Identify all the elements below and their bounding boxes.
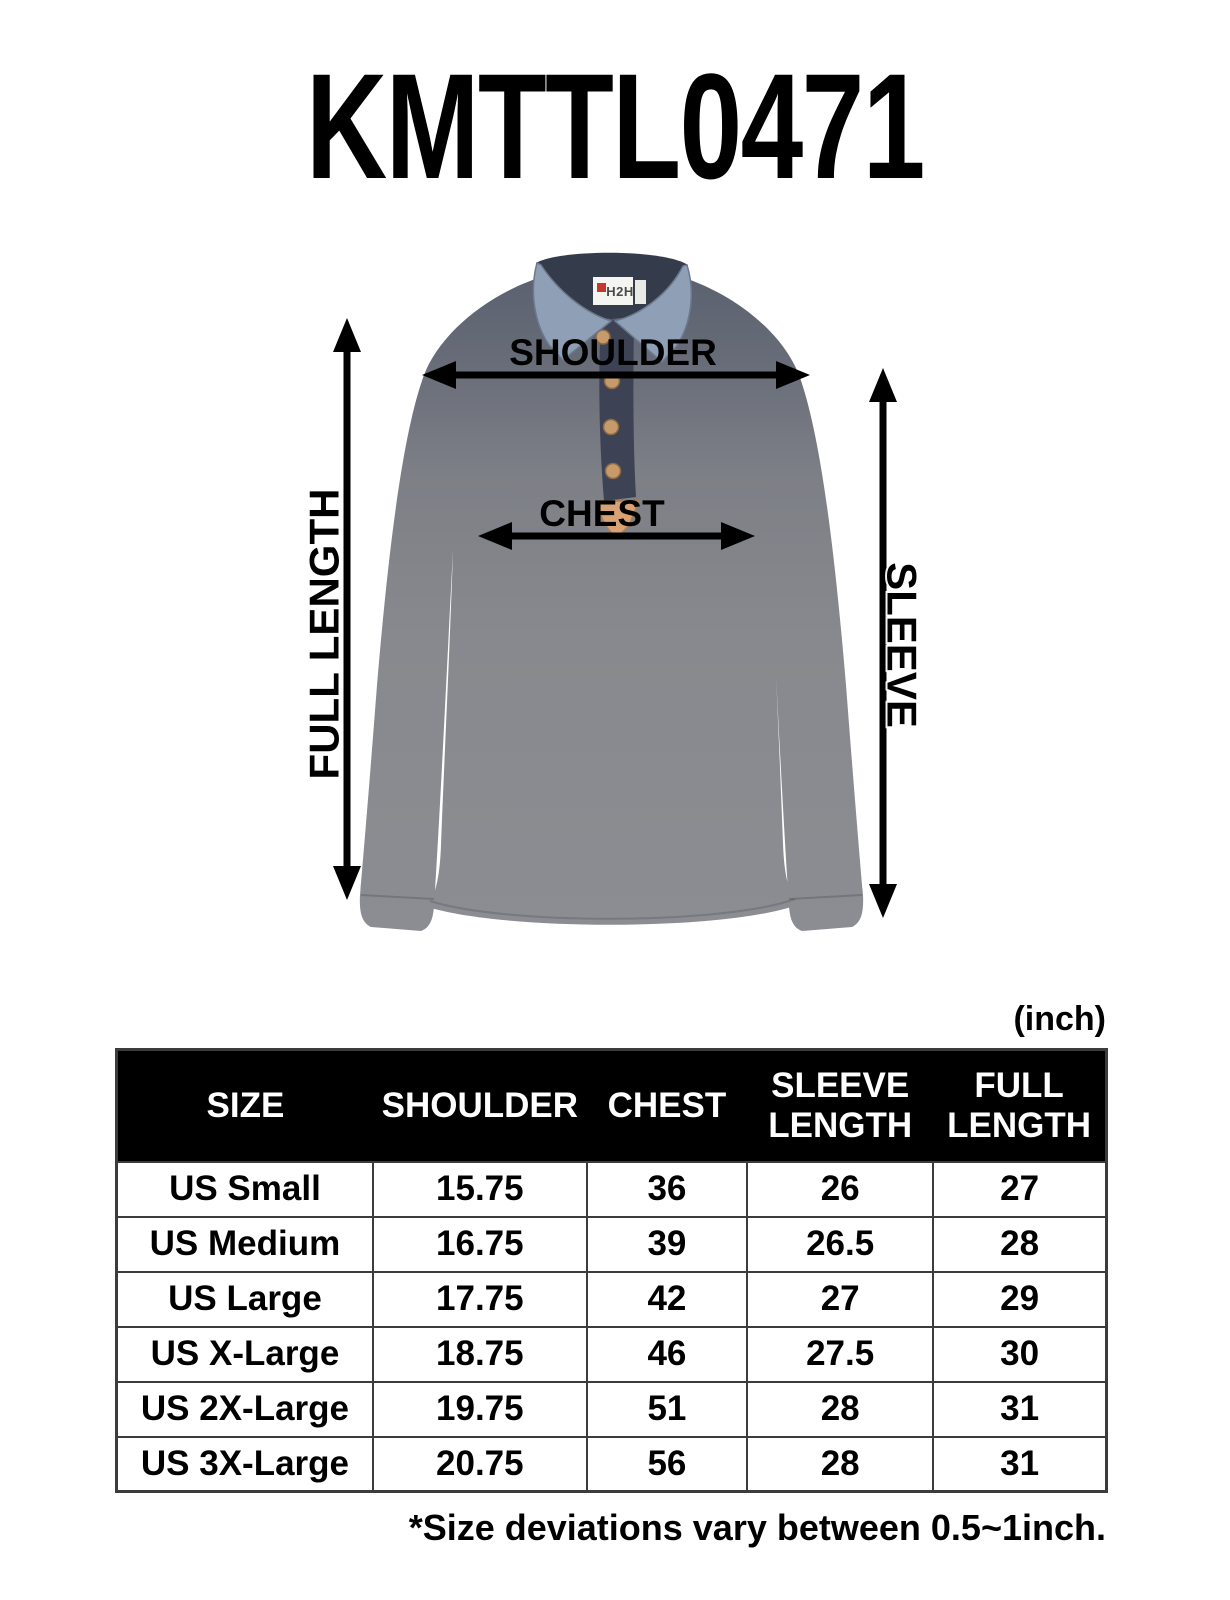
shoulder-cell: 20.75	[373, 1437, 587, 1492]
sleeve-length-cell: 26	[747, 1162, 933, 1217]
col-header-chest: CHEST	[587, 1050, 747, 1162]
product-code: KMTTL0471	[306, 42, 924, 210]
measurement-diagram	[0, 225, 1230, 1005]
full-length-cell: 29	[933, 1272, 1106, 1327]
full-length-cell: 30	[933, 1327, 1106, 1382]
chest-cell: 51	[587, 1382, 747, 1437]
table-row	[117, 1382, 1107, 1437]
col-header-size: SIZE	[117, 1050, 373, 1162]
shoulder-cell: 17.75	[373, 1272, 587, 1327]
full-length-label: FULL LENGTH	[300, 488, 348, 780]
table-row	[117, 1437, 1107, 1492]
size-cell: US Small	[117, 1162, 373, 1217]
chest-cell: 36	[587, 1162, 747, 1217]
full-length-cell: 31	[933, 1437, 1106, 1492]
size-table	[115, 1048, 1108, 1493]
chest-cell: 42	[587, 1272, 747, 1327]
table-row	[117, 1327, 1107, 1382]
shoulder-cell: 16.75	[373, 1217, 587, 1272]
size-cell: US Large	[117, 1272, 373, 1327]
neck-label-logo-icon	[597, 283, 606, 292]
button-icon	[606, 464, 621, 479]
table-row	[117, 1217, 1107, 1272]
size-cell: US 3X-Large	[117, 1437, 373, 1492]
chest-cell: 39	[587, 1217, 747, 1272]
col-header-shoulder: SHOULDER	[373, 1050, 587, 1162]
col-header-full-length: FULL LENGTH	[933, 1050, 1106, 1162]
sleeve-length-cell: 28	[747, 1382, 933, 1437]
sleeve-length-cell: 28	[747, 1437, 933, 1492]
shoulder-cell: 15.75	[373, 1162, 587, 1217]
table-row	[117, 1162, 1107, 1217]
sleeve-length-cell: 26.5	[747, 1217, 933, 1272]
button-icon	[604, 420, 619, 435]
full-length-cell: 31	[933, 1382, 1106, 1437]
sleeve-length-cell: 27.5	[747, 1327, 933, 1382]
size-table-section	[115, 1000, 1108, 1549]
col-header-sleeve-length: SLEEVE LENGTH	[747, 1050, 933, 1162]
shoulder-cell: 19.75	[373, 1382, 587, 1437]
size-cell: US X-Large	[117, 1327, 373, 1382]
chest-label: CHEST	[539, 493, 665, 534]
size-deviation-note: *Size deviations vary between 0.5~1inch.	[408, 1507, 1106, 1548]
full-length-cell: 27	[933, 1162, 1106, 1217]
shoulder-label: SHOULDER	[509, 332, 717, 373]
table-header-row	[117, 1050, 1107, 1162]
sleeve-length-cell: 27	[747, 1272, 933, 1327]
care-label	[635, 280, 646, 304]
chest-cell: 46	[587, 1327, 747, 1382]
size-cell: US 2X-Large	[117, 1382, 373, 1437]
shirt-measurement-svg	[0, 225, 1230, 1005]
page-title	[0, 40, 1230, 213]
unit-label: (inch)	[1013, 1000, 1106, 1038]
full-length-cell: 28	[933, 1217, 1106, 1272]
shoulder-cell: 18.75	[373, 1327, 587, 1382]
neck-label-brand: H2H	[606, 284, 634, 299]
sleeve-label: SLEEVE	[878, 562, 926, 728]
table-row	[117, 1272, 1107, 1327]
size-cell: US Medium	[117, 1217, 373, 1272]
chest-cell: 56	[587, 1437, 747, 1492]
